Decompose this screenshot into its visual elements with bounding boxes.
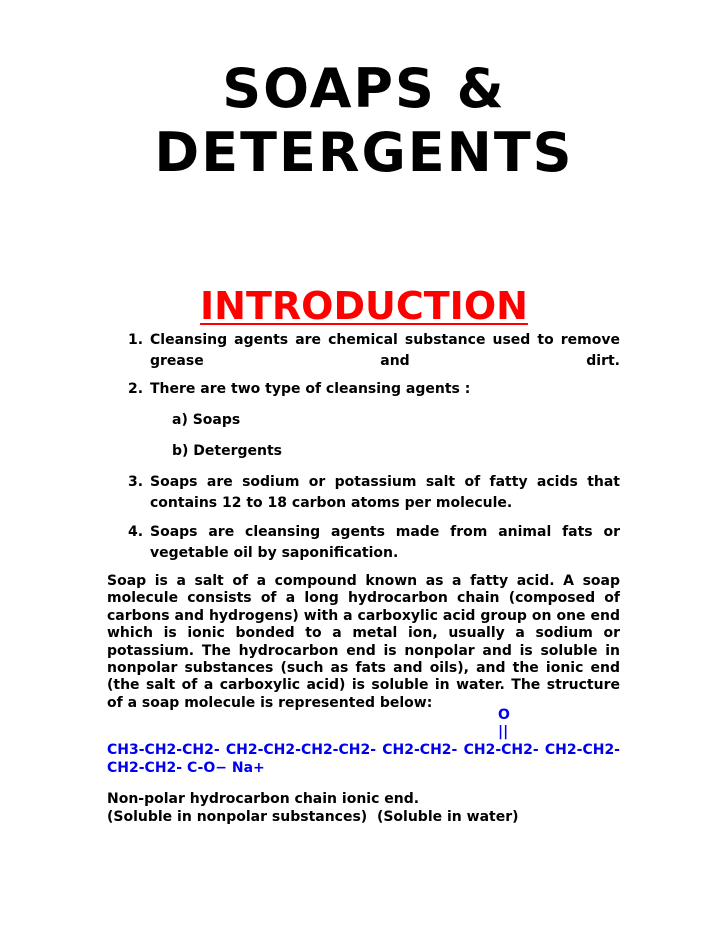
section-heading: INTRODUCTION	[200, 284, 528, 328]
sublist-item-detergents: b) Detergents	[172, 443, 283, 459]
list-item-2	[128, 379, 620, 400]
caption-line-1: Non-polar hydrocarbon chain ionic end.	[107, 791, 420, 807]
structure-oxygen: O	[498, 707, 510, 723]
list-text: There are two type of cleansing agents :	[150, 381, 471, 397]
structure-double-bond: ||	[498, 724, 509, 740]
list-number: 4.	[128, 524, 144, 540]
structure-chain: CH3-CH2-CH2- CH2-CH2-CH2-CH2- CH2-CH2- CH2-CH2- CH2-CH2- CH2-CH2- C-O− Na+	[107, 742, 620, 776]
list-number: 1.	[128, 332, 144, 348]
list-item-3	[128, 472, 620, 514]
title-line-1: SOAPS &	[222, 57, 506, 120]
list-text: Cleansing agents are chemical substance used to remove grease and dirt.	[150, 332, 620, 369]
list-item-4	[128, 522, 620, 564]
list-text: Soaps are cleansing agents made from animal fats or vegetable oil by saponification.	[150, 524, 620, 561]
list-text: Soaps are sodium or potassium salt of fatty acids that contains 12 to 18 carbon atoms per molecule.	[150, 474, 620, 511]
list-number: 3.	[128, 474, 144, 490]
title-line-2: DETERGENTS	[154, 121, 574, 184]
body-paragraph: Soap is a salt of a compound known as a fatty acid. A soap molecule consists of a long hydrocarbon chain (composed of carbons and hydrogens) with a carboxylic acid group on one end which is ionic bonded to a metal ion, usually a sodium or potassium. The hydrocarbon end is nonpolar and is soluble in nonpolar substances (such as fats and oils), and the ionic end (the salt of a carboxylic acid) is soluble in water. The structure of a soap molecule is represented below:	[107, 573, 620, 711]
list-item-1	[128, 330, 620, 372]
list-number: 2.	[128, 381, 144, 397]
caption-line-2: (Soluble in nonpolar substances) (Soluble in water)	[107, 809, 519, 825]
sublist-item-soaps: a) Soaps	[172, 412, 241, 428]
